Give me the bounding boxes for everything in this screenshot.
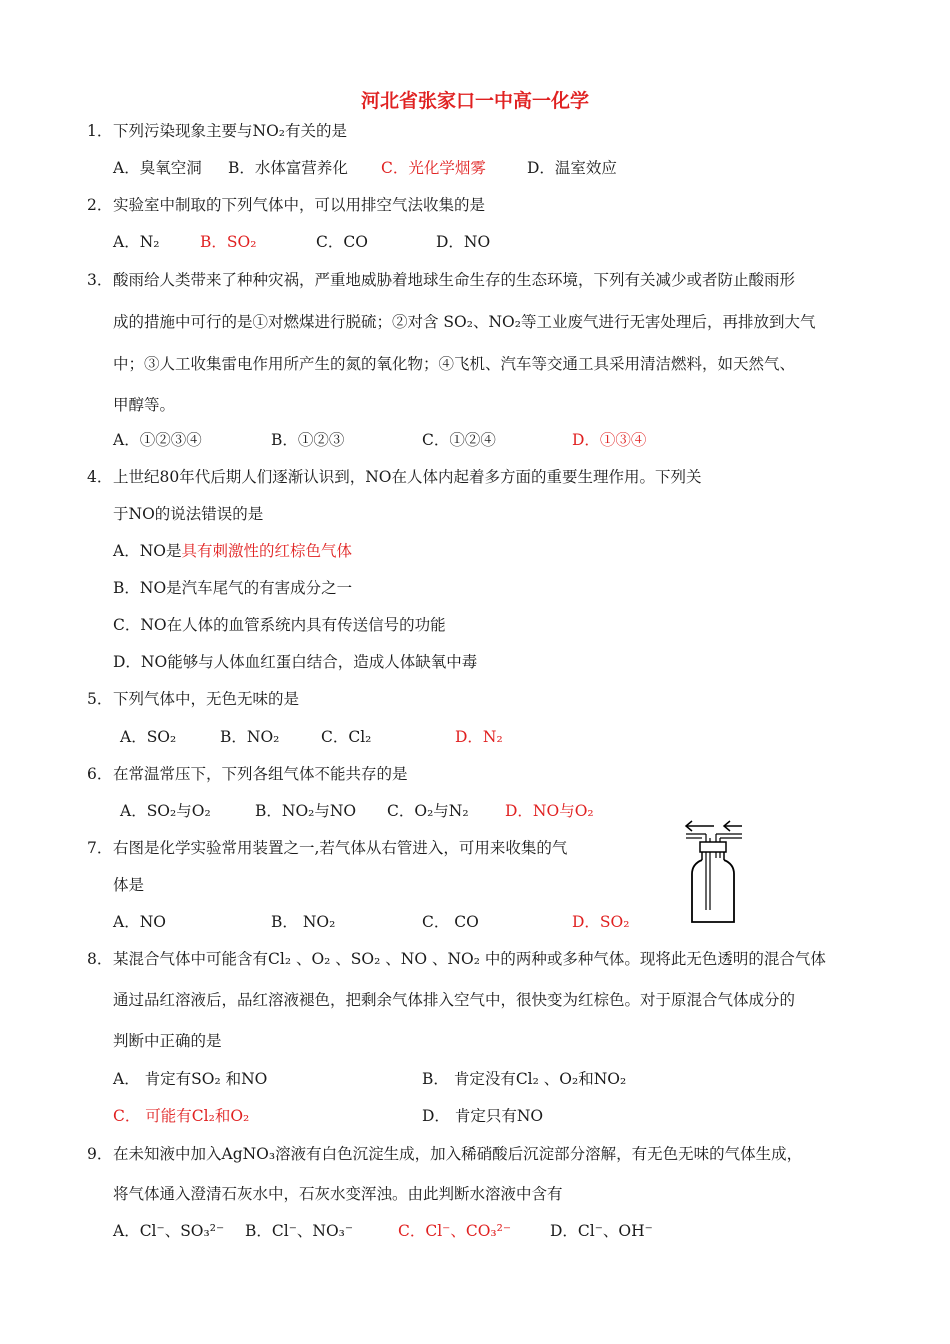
option-d-answer: D．N₂: [455, 728, 503, 746]
question-stem-line: 上世纪80年代后期人们逐渐认识到，NO在人体内起着多方面的重要生理作用。下列关: [113, 468, 702, 486]
option-b: B．Cl⁻、NO₃⁻: [245, 1222, 354, 1240]
option-a: A． 肯定有SO₂ 和NO: [113, 1070, 268, 1088]
option-c: C．CO: [316, 233, 368, 251]
option-a: A．SO₂: [120, 728, 177, 746]
option-a: [113, 541, 352, 561]
option-a: A．SO₂与O₂: [120, 802, 211, 820]
question-stem-line: 中；③人工收集雷电作用所产生的氮的氧化物；④飞机、汽车等交通工具采用清洁燃料，如天然气、: [113, 355, 796, 373]
question-stem: 在常温常压下，下列各组气体不能共存的是: [113, 765, 408, 783]
option-a: A．NO: [113, 913, 166, 931]
question-stem-line: 通过品红溶液后，品红溶液褪色，把剩余气体排入空气中，很快变为红棕色。对于原混合气体成分的: [113, 991, 796, 1009]
option-a: A．①②③④: [113, 431, 202, 449]
option-c: C．Cl₂: [321, 728, 372, 746]
question-stem: 下列气体中，无色无味的是: [113, 690, 300, 708]
question-stem-line: 将气体通入澄清石灰水中，石灰水变浑浊。由此判断水溶液中含有: [113, 1185, 563, 1203]
gas-bottle-figure: [680, 818, 780, 928]
option-b-answer: B．SO₂: [200, 233, 257, 251]
question-stem-line: 右图是化学实验常用装置之一,若气体从右管进入，可用来收集的气: [113, 839, 568, 857]
option-c: C．①②④: [422, 431, 496, 449]
option-d: D．NO能够与人体血红蛋白结合，造成人体缺氧中毒: [113, 653, 478, 671]
question-number: 5．: [87, 690, 113, 708]
question-stem: 下列污染现象主要与NO₂有关的是: [113, 122, 347, 140]
question-stem-line: 某混合气体中可能含有Cl₂ 、O₂ 、SO₂ 、NO 、NO₂ 中的两种或多种气体。现将此无色透明的混合气体: [113, 950, 826, 968]
question-number: 2．: [87, 196, 113, 214]
option-c: C．NO在人体的血管系统内具有传送信号的功能: [113, 616, 446, 634]
question-number: 4．: [87, 468, 113, 486]
option-c-answer: C． 可能有Cl₂和O₂: [113, 1107, 250, 1125]
question-stem-line: 判断中正确的是: [113, 1032, 222, 1050]
option-d: D． 肯定只有NO: [422, 1107, 544, 1125]
question-stem-line: 酸雨给人类带来了种种灾祸，严重地威胁着地球生命生存的生态环境，下列有关减少或者防止酸雨形: [113, 271, 796, 289]
option-b: B．水体富营养化: [228, 159, 348, 177]
option-b: B．①②③: [271, 431, 345, 449]
option-b: B．NO₂与NO: [255, 802, 357, 820]
question-stem: 实验室中制取的下列气体中，可以用排空气法收集的是: [113, 196, 486, 214]
option-b: B．NO₂: [220, 728, 280, 746]
option-d: D．Cl⁻、OH⁻: [550, 1222, 653, 1240]
question-stem-line: 甲醇等。: [113, 396, 176, 414]
question-number: 8．: [87, 950, 113, 968]
page-title: 河北省张家口一中高一化学: [360, 90, 589, 112]
question-stem-line: 体是: [113, 876, 145, 894]
question-stem-line: 成的措施中可行的是①对燃煤进行脱硫；②对含 SO₂、NO₂等工业废气进行无害处理后，再排放到大气: [113, 313, 816, 331]
option-c-answer: C．Cl⁻、CO₃²⁻: [398, 1222, 512, 1240]
option-a-prefix: A．NO是: [113, 542, 182, 560]
option-d-answer: D．NO与O₂: [505, 802, 594, 820]
option-c-answer: C．光化学烟雾: [381, 159, 486, 177]
option-b: B．NO是汽车尾气的有害成分之一: [113, 579, 353, 597]
option-a: A．臭氧空洞: [113, 159, 202, 177]
question-number: 7．: [87, 839, 113, 857]
option-d: D．温室效应: [527, 159, 617, 177]
option-b: B． NO₂: [271, 913, 336, 931]
option-d-answer: D．①③④: [572, 431, 647, 449]
option-b: B． 肯定没有Cl₂ 、O₂和NO₂: [422, 1070, 627, 1088]
question-number: 6．: [87, 765, 113, 783]
option-c: C． CO: [422, 913, 479, 931]
option-d-answer: D．SO₂: [572, 913, 630, 931]
option-a-answer-text: 具有刺激性的红棕色气体: [181, 542, 352, 560]
option-d: D．NO: [436, 233, 491, 251]
option-c: C．O₂与N₂: [387, 802, 469, 820]
question-number: 9．: [87, 1145, 113, 1163]
option-a: A．N₂: [113, 233, 160, 251]
question-stem-line: 于NO的说法错误的是: [113, 505, 264, 523]
question-number: 3．: [87, 271, 113, 289]
question-number: 1．: [87, 122, 113, 140]
option-a: A．Cl⁻、SO₃²⁻: [113, 1222, 225, 1240]
question-stem-line: 在未知液中加入AgNO₃溶液有白色沉淀生成，加入稀硝酸后沉淀部分溶解，有无色无味的气体生成，: [113, 1145, 803, 1163]
